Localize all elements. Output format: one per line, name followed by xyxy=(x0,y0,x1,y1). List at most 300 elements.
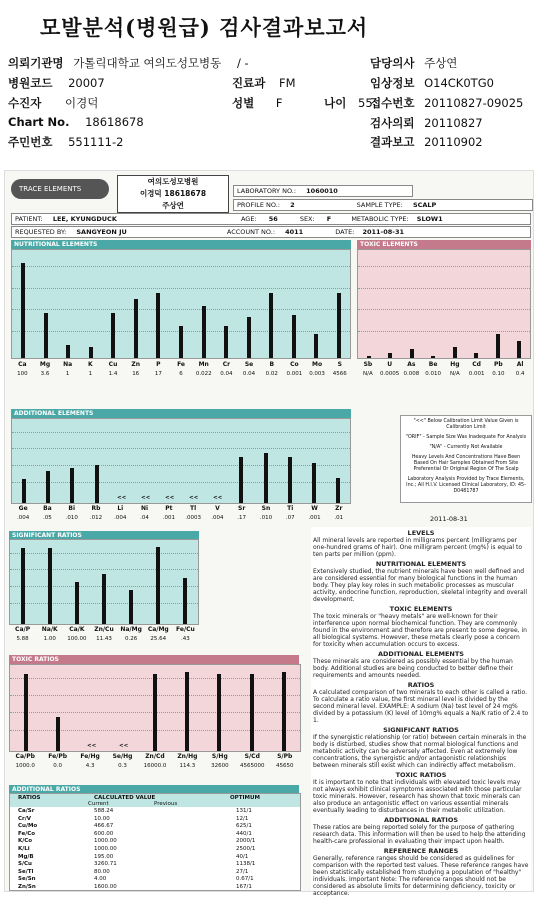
sig-ratio-value: 11.43 xyxy=(96,636,112,642)
additional-label: Ge xyxy=(18,505,28,512)
add-ratio-current: 1600.00 xyxy=(94,883,117,890)
additional-label: Tl xyxy=(190,505,197,512)
header-row-1 xyxy=(8,55,249,71)
toxic-ratio-label: S/Cd xyxy=(244,753,260,760)
receipt-value: 20110827-09025 xyxy=(424,96,524,110)
nutritional-header: NUTRITIONAL ELEMENTS xyxy=(11,240,351,249)
toxic-labels xyxy=(357,361,531,368)
additional-bar xyxy=(288,457,292,503)
explanation-text: These ratios are being reported solely for the purpose of gathering research data. This information will then be used to help the attending health-care professional in evaluating their impact upon health. xyxy=(313,824,526,845)
additional-label: Sn xyxy=(261,505,271,512)
explanation-text: These minerals are considered as possibly essential by the human body. Additional studies are being conducted to better define their requirements and amounts needed. xyxy=(313,658,513,679)
nutritional-label: Cu xyxy=(108,361,118,368)
additional-value: .17 xyxy=(237,515,247,521)
add-ratio-row xyxy=(10,861,300,869)
report-age-value: 56 xyxy=(268,215,278,223)
add-ratio-current: 4.00 xyxy=(94,876,107,883)
profile-no-value: 2 xyxy=(290,201,295,209)
toxic-bar xyxy=(453,347,457,358)
toxic-ratios-values xyxy=(9,763,301,769)
nutritional-label: K xyxy=(88,361,93,368)
report-date-label: 결과보고 xyxy=(370,135,415,149)
additional-below-limit-mark: << xyxy=(141,495,151,501)
sig-ratios-labels xyxy=(9,626,199,633)
sex-row xyxy=(232,95,373,111)
report-patient-value: LEE, KYUNGDUCK xyxy=(52,215,117,223)
sig-ratio-label: Na/K xyxy=(41,626,58,633)
nutritional-value: 0.04 xyxy=(242,371,256,377)
add-ratio-name: Se/Sn xyxy=(18,876,36,883)
patient-row xyxy=(8,95,98,111)
nutritional-bar xyxy=(89,347,93,358)
nutritional-bar xyxy=(224,326,228,358)
lab-no-value: 1060010 xyxy=(306,187,338,195)
doctor-row xyxy=(370,55,457,71)
report-sex-label: SEX: xyxy=(299,215,315,223)
nutritional-value: 6 xyxy=(179,371,183,377)
explanation-text: Generally, reference ranges should be considered as guidelines for comparison with the reported test values. These reference ranges have been statistically established from studying a population of "healthy" individuals. Important Note: The reference ranges should not be considered as absolute limits for determining deficiency, toxicity or acceptance. xyxy=(313,855,529,897)
toxic-bar xyxy=(496,334,500,358)
toxic-ratio-bar xyxy=(250,674,254,751)
nutritional-value: 1.4 xyxy=(108,371,118,377)
additional-below-limit-mark: << xyxy=(213,495,223,501)
add-ratio-current: 1000.00 xyxy=(94,845,117,852)
nutritional-label: Mo xyxy=(312,361,323,368)
nutritional-label: Ca xyxy=(18,361,27,368)
toxic-ratio-below-limit-mark: << xyxy=(87,743,97,749)
toxic-ratio-label: S/Pb xyxy=(277,753,293,760)
toxic-ratio-value: 4.3 xyxy=(85,763,95,769)
page-title: 모발분석(병원급) 검사결과보고서 xyxy=(40,15,369,40)
explanation-text: If the synergistic relationship (or ratio) between certain minerals in the body is disturbed, studies show that normal biological functions and metabolic activity can be adversely affected. Even at extremely low concentrations, the synergistic and/or antagonistic relationships between minerals still exist which can indirectly affect metabolism. xyxy=(313,734,527,769)
additional-bar xyxy=(336,478,340,503)
add-ratio-optimum: 440/1 xyxy=(236,830,252,837)
request-date-row xyxy=(370,115,483,131)
nutritional-value: 0.022 xyxy=(195,371,212,377)
nutritional-label: Co xyxy=(290,361,299,368)
col-ratio: RATIOS xyxy=(18,795,41,801)
stamp-patient: 이경덕 18618678 xyxy=(139,189,207,198)
add-ratio-name: Cr/V xyxy=(18,815,32,822)
nutritional-value: 17 xyxy=(154,371,162,377)
toxic-ratio-value: 0.0 xyxy=(53,763,63,769)
toxic-ratio-bar xyxy=(185,672,189,751)
toxic-ratio-bar xyxy=(24,674,28,751)
add-ratio-current: 3260.71 xyxy=(94,861,117,868)
doctor-value: 주상연 xyxy=(424,56,458,70)
sig-ratio-bar xyxy=(21,548,25,624)
add-ratio-name: Fe/Co xyxy=(18,830,36,837)
additional-value: .004 xyxy=(17,515,30,521)
toxic-gridline xyxy=(358,266,530,267)
sig-ratio-gridline xyxy=(10,569,198,570)
add-ratio-optimum: 2000/1 xyxy=(236,838,256,845)
lab-logo-text: TRACE ELEMENTS xyxy=(19,185,82,193)
hospital-code-label: 병원코드 xyxy=(8,76,53,90)
sig-ratio-label: Fe/Cu xyxy=(176,626,195,633)
additional-bar xyxy=(312,463,316,503)
nutritional-label: B xyxy=(269,361,275,368)
additional-value: .010 xyxy=(259,515,273,521)
toxic-label: Cd xyxy=(472,361,481,368)
toxic-values xyxy=(357,371,531,377)
add-ratio-row xyxy=(10,854,300,862)
explanation-text: Extensively studied, the nutrient minerals have been well defined and are considered essential for many biological functions in the human body. They play key roles in such metabolic processes as muscular activity, endocrine function, reproduction, skeletal integrity and overall development. xyxy=(313,568,528,603)
patient-label: 수진자 xyxy=(8,96,42,110)
nutritional-bar xyxy=(111,313,115,358)
add-ratio-optimum: 167/1 xyxy=(236,883,252,890)
requested-value: SANGYEON JU xyxy=(76,228,127,236)
request-date-value: 20110827 xyxy=(424,116,483,130)
toxic-bar xyxy=(388,353,392,358)
hospital-stamp xyxy=(117,175,229,213)
toxic-gridline xyxy=(358,331,530,332)
sig-ratio-bar xyxy=(75,582,79,624)
additional-below-limit-mark: << xyxy=(117,495,127,501)
toxic-value: 0.0005 xyxy=(380,371,400,377)
toxic-label: Pb xyxy=(494,361,503,368)
add-ratio-optimum: 40/1 xyxy=(236,853,249,860)
nutritional-value: 0.02 xyxy=(265,371,278,377)
request-info-row xyxy=(11,226,531,238)
add-ratio-name: K/Co xyxy=(18,838,33,845)
institution-extra: / - xyxy=(236,56,249,70)
lab-logo xyxy=(11,179,109,199)
col-optimum: OPTIMUM xyxy=(230,795,260,801)
nutritional-bar xyxy=(44,313,48,358)
add-ratios-table-head xyxy=(10,794,300,807)
add-ratio-optimum: 27/1 xyxy=(236,868,249,875)
legend-note: "<<" Below Calibration Limit Value Given is Calibration Limit xyxy=(413,419,519,430)
additional-gridline xyxy=(12,482,350,483)
legend-box xyxy=(400,415,532,503)
nutritional-bar xyxy=(314,334,318,358)
report-date-2: 2011-08-31 xyxy=(430,515,468,523)
add-ratio-name: K/Li xyxy=(18,845,30,852)
lab-no-label: LABORATORY NO.: xyxy=(237,187,297,195)
sample-type-label: SAMPLE TYPE: xyxy=(356,201,403,209)
receipt-label: 접수번호 xyxy=(370,96,415,110)
explanation-heading: RATIOS xyxy=(407,681,435,689)
toxic-ratio-value: 4565000 xyxy=(240,763,265,769)
report-sex-value: F xyxy=(326,215,332,223)
chart-row xyxy=(8,115,144,129)
toxic-label: Sb xyxy=(363,361,373,368)
add-ratio-row xyxy=(10,831,300,839)
add-ratio-optimum: 2500/1 xyxy=(236,845,256,852)
clinical-info-label: 임상정보 xyxy=(370,76,415,90)
nutritional-value: 3.6 xyxy=(40,371,50,377)
clinical-info-row xyxy=(370,75,494,91)
add-ratio-name: Ca/Sr xyxy=(18,808,35,814)
additional-label: V xyxy=(215,505,220,512)
explanation-heading: ADDITIONAL ELEMENTS xyxy=(378,650,464,658)
additional-bar xyxy=(46,471,50,503)
toxic-ratio-label: Fe/Pb xyxy=(48,753,68,760)
add-ratio-row xyxy=(10,808,300,816)
add-ratios-table xyxy=(9,793,301,891)
add-ratio-row xyxy=(10,884,300,892)
additional-labels xyxy=(11,505,351,512)
legend-note: Heavy Levels And Concentrations Have Been Based On Hair Samples Obtained From Site Preferential Or Original Region Of The Scalp xyxy=(411,455,521,472)
col-previous: Previous xyxy=(154,801,178,807)
report-date-row xyxy=(370,134,483,150)
nutritional-value: 1 xyxy=(65,371,70,377)
nutritional-label: Cr xyxy=(222,361,231,368)
additional-value: .04 xyxy=(140,515,149,521)
ssn-value: 551111-2 xyxy=(68,135,124,149)
additional-value: .001 xyxy=(162,515,175,521)
explanation-heading: LEVELS xyxy=(407,529,435,537)
add-ratio-name: Cu/Mo xyxy=(18,823,38,830)
toxic-ratio-below-limit-mark: << xyxy=(119,743,129,749)
toxic-gridline xyxy=(358,288,530,289)
account-label: ACCOUNT NO.: xyxy=(226,228,276,236)
sig-ratio-value: 100.00 xyxy=(67,636,87,642)
age-value: 55 xyxy=(358,96,373,110)
add-ratio-current: 10.00 xyxy=(94,815,110,822)
sig-ratio-gridline xyxy=(10,553,198,554)
additional-values xyxy=(11,515,351,521)
nutritional-bar xyxy=(269,293,273,358)
additional-label: Zr xyxy=(335,505,343,512)
toxic-ratio-value: 16000.0 xyxy=(143,763,167,769)
toxic-value: 0.008 xyxy=(403,371,420,377)
toxic-bar xyxy=(367,356,371,358)
additional-value: .05 xyxy=(43,515,52,521)
report-age-label: AGE: xyxy=(240,215,257,223)
additional-bar xyxy=(264,453,268,503)
nutritional-bar xyxy=(179,326,183,358)
nutritional-label: Mg xyxy=(39,361,51,368)
toxic-ratio-label: Zn/Hg xyxy=(177,753,198,760)
toxic-ratio-label: Fe/Hg xyxy=(80,753,100,760)
toxic-value: 0.010 xyxy=(425,371,441,377)
sex-label: 성별 xyxy=(232,96,255,110)
toxic-ratio-label: Ca/Pb xyxy=(15,753,35,760)
nutritional-label: Zn xyxy=(131,361,140,368)
sig-ratio-bar xyxy=(183,578,187,624)
nutritional-bar xyxy=(134,299,138,358)
explanation-text: All mineral levels are reported in milligrams percent (milligrams per one-hundred grams of hair). One milligram percent (mg%) is equal to ten parts per million (ppm). xyxy=(313,537,523,558)
additional-gridline xyxy=(12,432,350,433)
add-ratio-current: 600.00 xyxy=(94,830,114,837)
explanation-text: It is important to note that individuals with elevated toxic levels may not always exhibit clinical symptoms associated with those particular toxic minerals. However, research has shown that toxic minerals can also produce an antagonistic effect on various essential minerals eventually leading to disturbances in their metabolic utilization. xyxy=(313,779,522,814)
hospital-code-value: 20007 xyxy=(68,76,105,90)
chart-label: Chart No. xyxy=(8,115,70,129)
add-ratio-name: Se/Tl xyxy=(18,868,34,875)
toxic-bar xyxy=(517,341,521,358)
chart-value: 18618678 xyxy=(85,115,144,129)
add-ratio-current: 466.67 xyxy=(94,823,114,830)
additional-value: .001 xyxy=(308,515,321,521)
add-ratios-header: ADDITIONAL RATIOS xyxy=(9,785,299,794)
toxic-ratio-bar xyxy=(153,674,157,751)
nutritional-bar xyxy=(202,306,206,358)
toxic-value: 0.10 xyxy=(492,371,505,377)
additional-header: ADDITIONAL ELEMENTS xyxy=(11,409,351,418)
sig-ratio-bar xyxy=(129,590,133,624)
toxic-ratios-labels xyxy=(9,753,301,760)
date-label: DATE: xyxy=(335,228,355,236)
hospital-code-row xyxy=(8,75,105,91)
additional-gridline xyxy=(12,448,350,449)
nutritional-label: Fe xyxy=(177,361,185,368)
toxic-label: Al xyxy=(516,361,524,368)
add-ratio-current: 80.00 xyxy=(94,868,110,875)
additional-label: Sr xyxy=(238,505,246,512)
add-ratio-row xyxy=(10,876,300,884)
explanation-heading: NUTRITIONAL ELEMENTS xyxy=(375,560,467,568)
toxic-bar xyxy=(410,349,414,358)
nutritional-gridline xyxy=(12,266,350,267)
nutritional-value: 0.001 xyxy=(286,371,303,377)
additional-label: Pt xyxy=(165,505,173,512)
toxic-ratios-chart xyxy=(9,664,301,752)
toxic-ratio-label: Zn/Cd xyxy=(145,753,165,760)
toxic-ratio-bar xyxy=(282,672,286,751)
add-ratio-row xyxy=(10,838,300,846)
add-ratio-optimum: 12/1 xyxy=(236,815,249,822)
scanned-report xyxy=(4,170,534,897)
col-current: Current xyxy=(88,801,109,807)
additional-below-limit-mark: << xyxy=(165,495,175,501)
additional-value: .010 xyxy=(65,515,78,521)
add-ratio-current: 588.24 xyxy=(94,808,114,814)
additional-value: .01 xyxy=(334,515,344,521)
nutritional-label: Mn xyxy=(198,361,209,368)
nutritional-value: 16 xyxy=(132,371,140,377)
additional-bar xyxy=(95,465,99,503)
requested-label: REQUESTED BY: xyxy=(15,228,67,236)
explanation-block xyxy=(313,527,529,897)
additional-value: .0003 xyxy=(185,515,201,521)
stamp-doctor: 주상연 xyxy=(162,201,184,210)
add-ratio-optimum: 625/1 xyxy=(236,823,252,830)
nutritional-label: S xyxy=(337,361,342,368)
toxic-label: As xyxy=(407,361,416,368)
add-ratio-optimum: 131/1 xyxy=(236,808,252,814)
sex-value: F xyxy=(275,96,283,110)
add-ratios-rows xyxy=(10,808,300,892)
toxic-value: 0.4 xyxy=(515,371,525,377)
patient-info-row xyxy=(11,213,531,225)
additional-bar xyxy=(70,468,74,503)
legend-note: "N/A" - Currently Not Available xyxy=(429,445,503,450)
sig-ratio-label: Ca/P xyxy=(15,626,31,633)
dept-row xyxy=(232,75,296,91)
nutritional-bar xyxy=(21,263,25,358)
explanation-text: A calculated comparison of two minerals to each other is called a ratio. To calculate a ratio value, the first mineral level is divided by the second mineral level. EXAMPLE: A sodium (Na) test level of 24 mg% divided by a potassium (K) level of 10mg% equals a Na/K ratio of 2.4 to 1. xyxy=(313,689,529,724)
toxic-ratio-value: 0.3 xyxy=(118,763,127,769)
nutritional-bar xyxy=(66,345,70,358)
add-ratio-row xyxy=(10,846,300,854)
sig-ratio-label: Zn/Cu xyxy=(94,626,114,633)
sample-type-value: SCALP xyxy=(412,201,437,209)
additional-label: Li xyxy=(117,505,124,512)
toxic-ratio-label: Se/Hg xyxy=(112,753,133,760)
additional-gridline xyxy=(12,465,350,466)
ssn-row xyxy=(8,134,123,150)
age-label: 나이 xyxy=(324,96,347,110)
sig-ratio-bar xyxy=(102,574,106,624)
explanation-heading: TOXIC ELEMENTS xyxy=(389,605,453,613)
explanation-heading: SIGNIFICANT RATIOS xyxy=(383,726,459,734)
stamp-hospital: 여의도성모병원 xyxy=(147,177,199,186)
legend-note: Laboratory Analysis Provided by Trace Elements, Inc.; All H.I.V. Licensed Clinical Laboratory, ID: 45-D0481787 xyxy=(406,477,526,494)
nutritional-labels xyxy=(11,361,351,368)
additional-label: Ba xyxy=(43,505,52,512)
metabolic-label: METABOLIC TYPE: xyxy=(351,215,409,223)
nutritional-bar xyxy=(247,317,251,358)
patient-value: 이경덕 xyxy=(64,96,99,110)
report-patient-label: PATIENT: xyxy=(15,215,43,223)
toxic-gridline xyxy=(358,309,530,310)
additional-below-limit-mark: << xyxy=(189,495,199,501)
toxic-label: Hg xyxy=(450,361,460,368)
toxic-ratio-bar xyxy=(56,717,60,751)
explanations xyxy=(311,527,531,897)
sig-ratios-chart xyxy=(9,539,199,625)
nutritional-gridline xyxy=(12,309,350,310)
report-date-value: 20110902 xyxy=(424,135,483,149)
institution-value: 가톨릭대학교 여의도성모병동 xyxy=(73,56,222,70)
additional-value: .012 xyxy=(89,515,103,521)
additional-label: Ti xyxy=(287,505,294,512)
sig-ratio-value: 25.64 xyxy=(150,636,167,642)
toxic-ratio-value: 1000.0 xyxy=(15,763,35,769)
toxic-ratio-value: 45650 xyxy=(275,763,294,769)
additional-label: Rb xyxy=(91,505,101,512)
sig-ratios-header: SIGNIFICANT RATIOS xyxy=(9,531,199,540)
account-value: 4011 xyxy=(285,228,304,236)
toxic-bar xyxy=(431,356,435,358)
toxic-label: Be xyxy=(428,361,438,368)
ssn-label: 주민번호 xyxy=(8,135,53,149)
profile-no-label: PROFILE NO.: xyxy=(237,201,280,209)
nutritional-values xyxy=(11,371,351,377)
add-ratio-name: Zn/Sn xyxy=(18,883,36,890)
lab-no-box xyxy=(233,185,413,197)
add-ratio-name: S/Cu xyxy=(18,861,32,868)
add-ratio-row xyxy=(10,869,300,877)
sig-ratio-label: Ca/Mg xyxy=(147,626,169,633)
sig-ratio-label: Ca/K xyxy=(69,626,85,633)
institution-label: 의뢰기관명 xyxy=(8,56,64,70)
nutritional-value: 0.04 xyxy=(220,371,233,377)
dept-label: 진료과 xyxy=(232,76,266,90)
additional-value: .07 xyxy=(285,515,295,521)
legend-note: "ORIF" - Sample Size Was Inadequate For Analysis xyxy=(405,435,527,440)
sig-ratio-label: Na/Mg xyxy=(120,626,142,633)
date-value: 2011-08-31 xyxy=(362,228,405,236)
profile-no-box xyxy=(233,199,533,211)
additional-label: Ni xyxy=(141,505,149,512)
toxic-bar xyxy=(474,353,478,358)
add-ratio-optimum: 0.67/1 xyxy=(236,876,254,883)
nutritional-value: 100 xyxy=(17,371,28,377)
nutritional-label: P xyxy=(156,361,161,368)
nutritional-value: 1 xyxy=(88,371,93,377)
toxic-ratio-value: 114.3 xyxy=(179,763,196,769)
toxic-ratio-bar xyxy=(217,674,221,751)
toxic-ratios-header: TOXIC RATIOS xyxy=(9,655,299,664)
nutritional-label: Se xyxy=(244,361,254,368)
sig-ratio-bar xyxy=(156,547,160,624)
additional-label: W xyxy=(311,505,318,512)
toxic-value: 0.001 xyxy=(468,371,485,377)
explanation-heading: ADDITIONAL RATIOS xyxy=(383,816,459,824)
